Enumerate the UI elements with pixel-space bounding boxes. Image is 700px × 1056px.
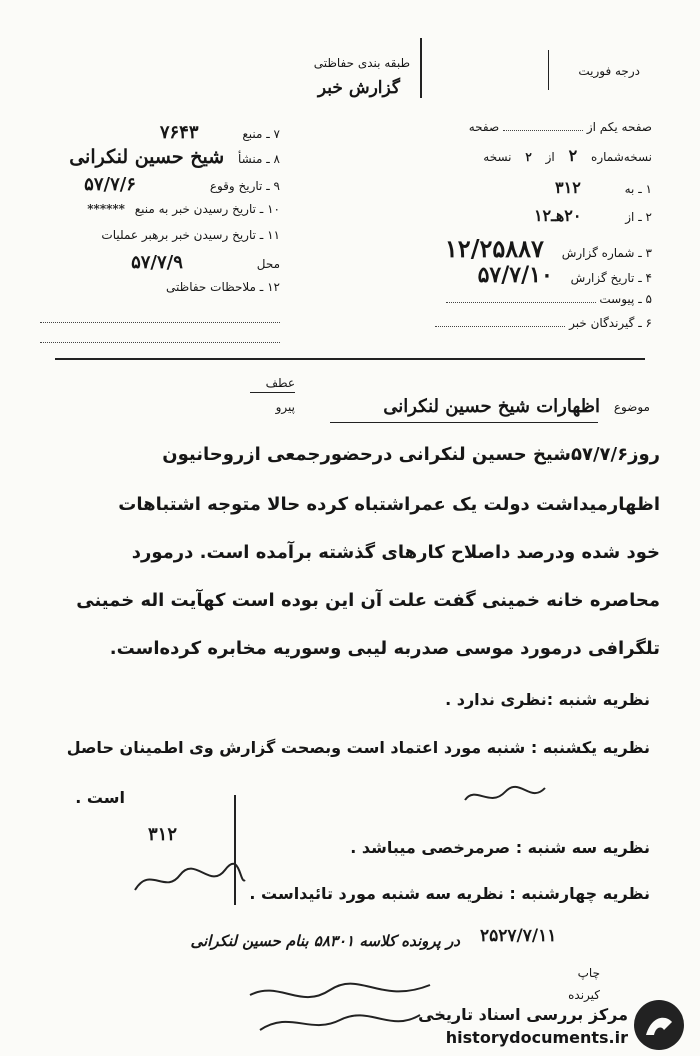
field-12-row bbox=[166, 280, 280, 294]
body-line-5: تلگرافی درمورد موسی صدربه لیبی وسوریه مخابره کرده‌است. bbox=[109, 638, 660, 659]
form-title: گزارش خبر bbox=[317, 78, 400, 98]
body-line-2: اظهارمیداشت دولت یک عمراشتباه کرده حالا متوجه اشتباهات bbox=[118, 494, 660, 515]
field-1-row bbox=[555, 178, 652, 197]
margin-brace bbox=[225, 790, 245, 910]
body-line-3: خود شده ودرصد داصلاح کارهای گذشته برآمده است. درمورد bbox=[131, 542, 660, 563]
atf-label: عطف bbox=[265, 376, 295, 390]
field-10-label: ۱۰ ـ تاریخ رسیدن خبر به منبع bbox=[134, 202, 280, 216]
header-divider-right bbox=[548, 50, 549, 90]
field-4-label: ۴ ـ تاریخ گزارش bbox=[570, 271, 652, 285]
field-9-row bbox=[84, 174, 280, 195]
field-4-row bbox=[478, 262, 652, 288]
copy-value: ۲ bbox=[568, 146, 578, 165]
page-of-label: صفحه bbox=[468, 120, 500, 134]
field-1-label: ۱ ـ به bbox=[624, 182, 652, 196]
field-3-row bbox=[445, 234, 652, 263]
field-6-label: ۶ ـ گیرندگان خبر bbox=[569, 316, 652, 330]
watermark-logo-icon bbox=[634, 1000, 684, 1050]
field-12-dots-2 bbox=[40, 328, 280, 347]
field-5-row bbox=[446, 292, 652, 306]
field-12-dots-1 bbox=[40, 308, 280, 327]
field-9-value: ۵۷/۷/۶ bbox=[84, 174, 136, 195]
field-8-label: ۸ ـ منشأ bbox=[237, 152, 280, 166]
watermark-org-name: مرکز بررسی اسناد تاریخی bbox=[418, 1005, 628, 1024]
copy-label: نسخه‌شماره bbox=[591, 150, 652, 164]
field-4-value: ۵۷/۷/۱۰ bbox=[477, 262, 553, 288]
peyro-label: پیرو bbox=[275, 400, 295, 414]
body-line-4: محاصره خانه خمینی گفت علت آن این بوده است کهآیت اله خمینی bbox=[76, 590, 660, 611]
atf-underline bbox=[250, 392, 295, 393]
page-label: صفحه یکم از bbox=[586, 120, 652, 134]
section-divider bbox=[55, 358, 645, 360]
field-11-row bbox=[101, 228, 280, 242]
field-9-label: ۹ ـ تاریخ وقوع bbox=[209, 179, 280, 193]
opinion-sunday-cont: است . bbox=[75, 788, 125, 807]
opinion-saturday: نظریه شنبه :نظری ندارد . bbox=[445, 690, 650, 709]
watermark-url: historydocuments.ir bbox=[445, 1028, 628, 1047]
field-7-row bbox=[160, 122, 280, 143]
field-6-row bbox=[435, 316, 652, 330]
margin-number-note: ۳۱۲ bbox=[148, 824, 178, 845]
signature-scribble-bottom bbox=[240, 975, 440, 1045]
field-8-value: شیخ حسین لنکرانی bbox=[69, 146, 225, 168]
subject-value: اظهارات شیخ حسین لنکرانی bbox=[383, 396, 600, 417]
field-3-label: ۳ ـ شماره گزارش bbox=[561, 246, 652, 260]
field-7-label: ۷ ـ منبع bbox=[242, 127, 280, 141]
page-number-row bbox=[469, 120, 652, 134]
copy-total-label: نسخه bbox=[483, 150, 512, 164]
field-2-label: ۲ ـ از bbox=[625, 210, 652, 224]
archive-note: در پرونده کلاسه ۵۸۳۰۱ بنام حسین لنکرانی bbox=[190, 932, 460, 950]
field-1-value: ۳۱۲ bbox=[555, 178, 581, 197]
body-line-1: روز۵۷/۷/۶شیخ حسین لنکرانی درحضورجمعی ازروحانیون bbox=[162, 444, 660, 465]
field-5-label: ۵ ـ پیوست bbox=[599, 292, 652, 306]
date-note: ۲۵۲۷/۷/۱۱ bbox=[480, 926, 557, 946]
copy-of-label: از bbox=[545, 150, 555, 164]
field-11-place-row bbox=[131, 252, 280, 273]
field-2-row bbox=[534, 206, 652, 225]
field-12-label: ۱۲ ـ ملاحظات حفاظتی bbox=[166, 280, 280, 294]
field-10-row bbox=[87, 202, 280, 216]
bottom-label-2: کیرنده bbox=[568, 988, 600, 1002]
opinion-wednesday: نظریه چهارشنبه : نظریه سه شنبه مورد تائیداست . bbox=[249, 884, 650, 903]
field-7-value: ۷۶۴۳ bbox=[159, 122, 199, 143]
opinion-tuesday: نظریه سه شنبه : صرمرخصی میباشد . bbox=[350, 838, 650, 857]
header-divider-left bbox=[420, 38, 422, 98]
opinion-sunday: نظریه یکشنبه : شنبه مورد اعتماد است وبصحت گزارش وی اطمینان حاصل bbox=[66, 738, 650, 757]
signature-scribble-mid bbox=[460, 780, 550, 810]
field-11-label: ۱۱ ـ تاریخ رسیدن خبر برهبر عملیات bbox=[101, 228, 280, 242]
field-11-place-label: محل bbox=[256, 257, 280, 271]
bottom-label-1: چاپ bbox=[577, 966, 600, 980]
field-2-value: ۲۰هـ۱۲ bbox=[533, 206, 582, 225]
field-3-value: ۱۲/۲۵۸۸۷ bbox=[444, 234, 544, 263]
field-10-value: ****** bbox=[87, 202, 125, 216]
field-8-row bbox=[69, 146, 280, 168]
copy-number-row: نسخه‌شماره ۲ از ۲ نسخه bbox=[483, 146, 652, 165]
classification-label: طبقه بندی حفاظتی bbox=[313, 56, 410, 70]
priority-label: درجه فوریت bbox=[578, 64, 640, 78]
subject-underline bbox=[330, 422, 598, 423]
field-11-value: ۵۷/۷/۹ bbox=[131, 252, 183, 273]
subject-label: موضوع bbox=[613, 400, 650, 414]
